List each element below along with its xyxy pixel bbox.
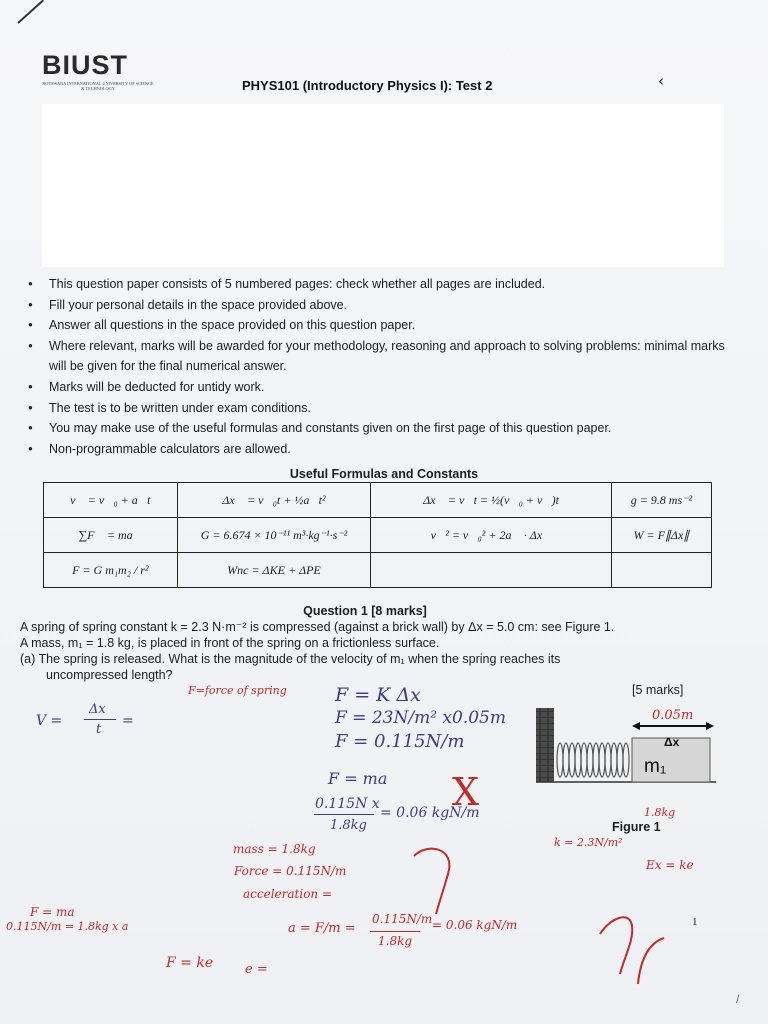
footer-mark: /: [736, 992, 740, 1006]
instruction-item: ● Where relevant, marks will be awarded for your methodology, reasoning and approach to solving problems: minimal marks will be given for the final numerical answer.: [28, 336, 728, 377]
instruction-item: ● Marks will be deducted for untidy work.: [28, 377, 728, 398]
question-line: A spring of spring constant k = 2.3 N·m⁻² is compressed (against a brick wall) by Δx = 5.0 cm: see Figure 1.: [20, 620, 615, 634]
hw-fig-mass: 1.8kg: [644, 806, 676, 819]
brick-wall: [536, 708, 554, 782]
red-question-mark: [404, 842, 464, 922]
hw-v-frac-bottom: t: [96, 722, 102, 737]
hw-mass: mass = 1.8kg: [233, 842, 316, 856]
formula-cell: g = 9.8 ms⁻²: [611, 483, 711, 518]
hw-fig-05: 0.05m: [652, 708, 694, 723]
formula-cell: [371, 553, 611, 588]
hw-a-top: 0.115N/m: [372, 912, 433, 926]
formula-cell: ∑F⃗ = ma⃗: [44, 518, 178, 553]
formula-cell: v⃗ = v⃗₀ + a⃗t: [44, 483, 178, 518]
formula-row: [44, 518, 712, 553]
hw-f3: F = 0.115N/m: [335, 731, 465, 752]
hw-v-eq-tail: =: [122, 713, 134, 729]
logo-subtitle: BOTSWANA INTERNATIONAL UNIVERSITY OF SCIENCE & TECHNOLOGY: [42, 81, 154, 91]
hw-left-fma: F = ma: [30, 905, 75, 919]
formulas-heading: Useful Formulas and Constants: [289, 467, 479, 481]
corner-pen-stroke: [17, 0, 44, 24]
formula-cell: [611, 553, 711, 588]
instruction-item: ● The test is to be written under exam conditions.: [28, 398, 728, 419]
hw-a-bar: [370, 931, 420, 932]
corner-mark: ‹: [658, 72, 664, 90]
question-part-a: (a) The spring is released. What is the magnitude of the velocity of m₁ when the spring reaches its: [20, 652, 561, 666]
instructions-list: [28, 274, 728, 459]
instruction-item: ● Non-programmable calculators are allowed.: [28, 439, 728, 460]
hw-fke: F = ke: [166, 955, 214, 971]
figure-caption: Figure 1: [612, 820, 661, 834]
formula-cell: Δx⃗ = v⃗₀t + ½a⃗t²: [177, 483, 371, 518]
hw-v-eq: V =: [36, 713, 63, 729]
score-mark: [590, 904, 680, 986]
hw-red-cross: X: [452, 770, 480, 814]
hw-frac-result: = 0.06 kgN/m: [380, 805, 480, 821]
formula-cell: Δx⃗ = v⃗t = ½(v⃗₀ + v⃗)t: [371, 483, 611, 518]
formulas-table: [43, 482, 712, 588]
dx-arrow-left-head: [632, 722, 640, 730]
dx-arrow-right-head: [706, 722, 714, 730]
hw-accel: acceleration =: [243, 887, 333, 901]
hw-f1: F = K Δx: [335, 684, 421, 706]
formula-cell: W = F∥Δx∥: [611, 518, 711, 553]
hw-frac-top: 0.115N x: [315, 796, 380, 812]
instruction-item: ● Answer all questions in the space provided on this question paper.: [28, 315, 728, 336]
university-logo: [42, 52, 162, 91]
page-number: 1: [692, 916, 698, 928]
hw-fma: F = ma: [328, 769, 388, 788]
question-part-a-cont: uncompressed length?: [46, 668, 173, 682]
hw-frac-bar: [314, 814, 374, 815]
instruction-item: ● You may make use of the useful formulas and constants given on the first page of this question paper.: [28, 418, 728, 439]
formula-row: [44, 553, 712, 588]
hw-fig-k: k = 2.3N/m²: [554, 836, 623, 849]
hw-v-frac-bar: [84, 719, 116, 720]
instruction-item: ● This question paper consists of 5 numbered pages: check whether all pages are included.: [28, 274, 728, 295]
formula-row: [44, 483, 712, 518]
question-text: [20, 619, 720, 683]
hw-left-eq: 0.115N/m = 1.8kg x a: [6, 920, 129, 933]
hw-f2: F = 23N/m² x0.05m: [335, 708, 506, 728]
logo-text: BIUST: [42, 50, 128, 80]
formula-cell: G = 6.674 × 10⁻¹¹ m³·kg⁻¹·s⁻²: [177, 518, 371, 553]
hw-e-eq: e =: [245, 962, 268, 977]
question-line: A mass, m₁ = 1.8 kg, is placed in front of the spring on a frictionless surface.: [20, 636, 440, 650]
spring: [557, 743, 629, 777]
marks-label: [5 marks]: [632, 683, 684, 697]
hw-frac-bottom: 1.8kg: [330, 818, 367, 833]
mass-label: m₁: [644, 756, 667, 777]
hw-a-result: = 0.06 kgN/m: [432, 918, 518, 932]
hw-force: Force = 0.115N/m: [234, 864, 347, 878]
hw-ex: Ex = ke: [646, 858, 694, 872]
formula-cell: v⃗² = v⃗₀² + 2a⃗ · Δx⃗: [371, 518, 611, 553]
exam-title: PHYS101 (Introductory Physics I): Test 2: [242, 78, 493, 93]
question-heading: Question 1 [8 marks]: [303, 604, 427, 618]
formula-cell: Wnc = ΔKE + ΔPE: [177, 553, 371, 588]
hw-force-def: F=force of spring: [188, 684, 287, 697]
dx-label: Δx: [664, 735, 680, 749]
hw-a-eq: a = F/m =: [288, 921, 356, 936]
instruction-item: ● Fill your personal details in the space provided above.: [28, 295, 728, 316]
hw-a-bottom: 1.8kg: [378, 934, 413, 948]
formula-cell: F = G m₁m₂ / r²: [44, 553, 178, 588]
redacted-personal-details: [42, 104, 724, 267]
hw-v-frac-top: Δx: [89, 702, 106, 717]
